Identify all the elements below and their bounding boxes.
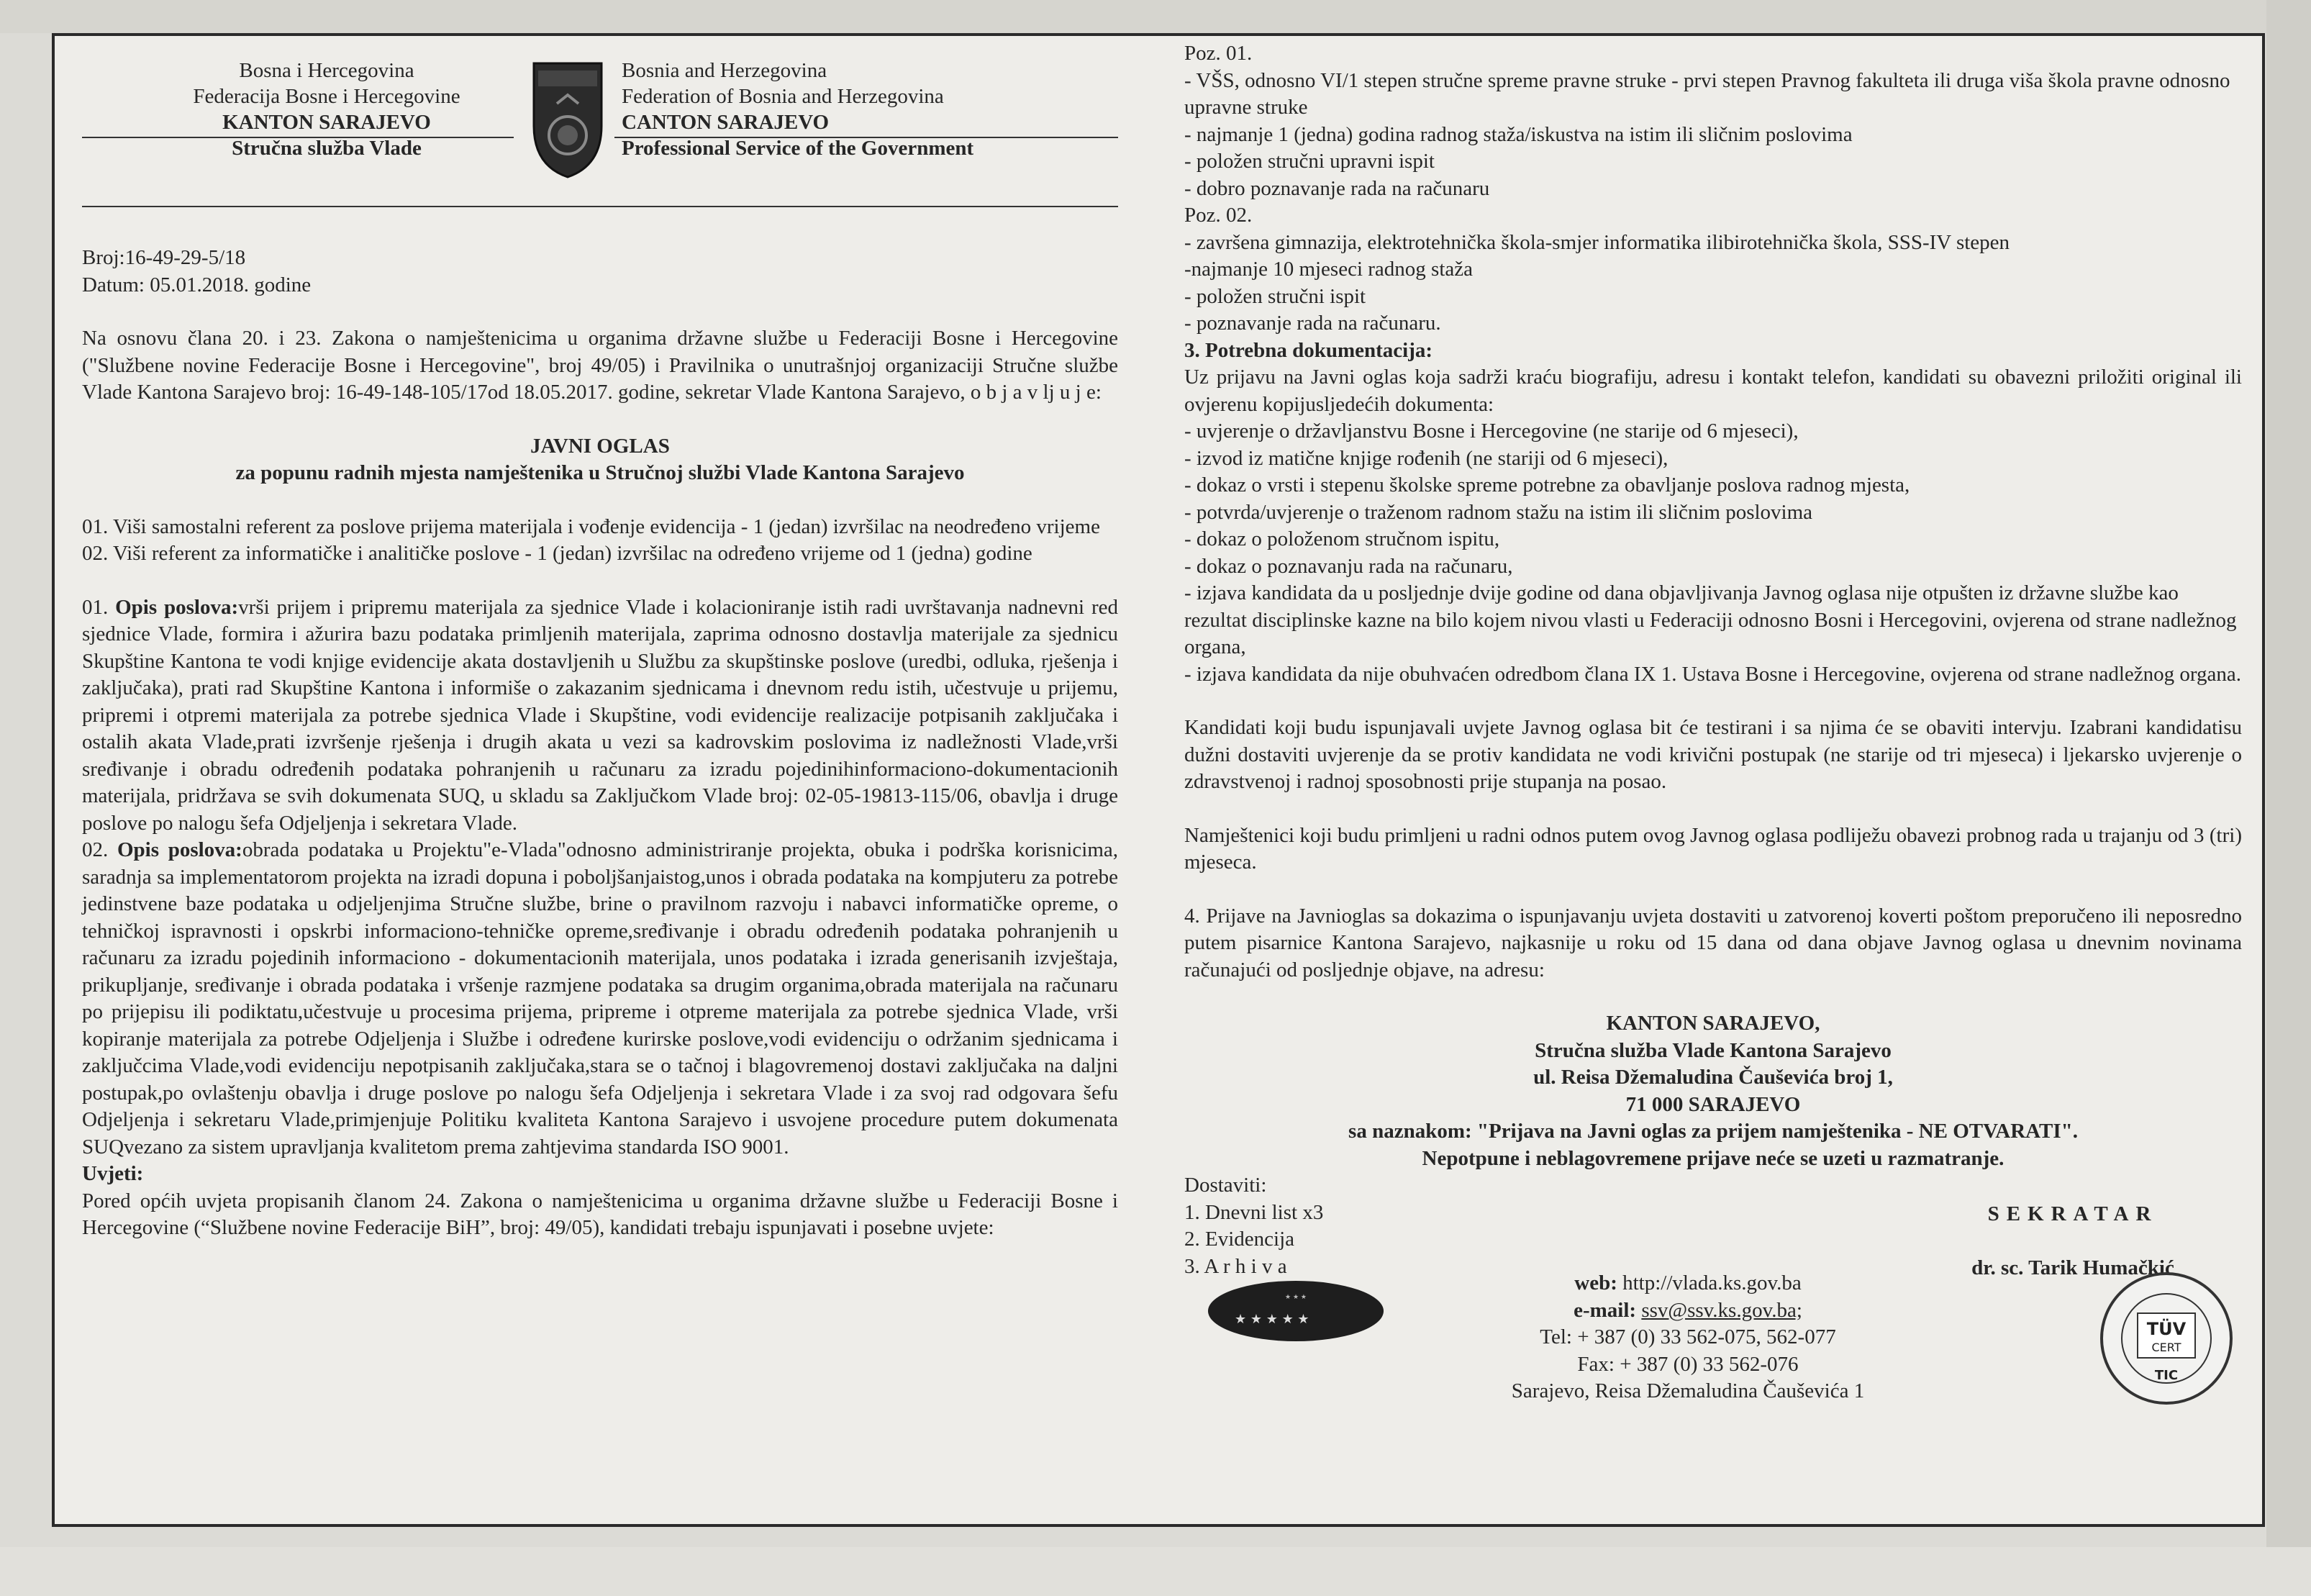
document-item: - potvrda/uvjerenje o traženom radnom stažu na istim ili sličnim poslovima <box>1184 500 1813 524</box>
requirement-line: - poznavanje rada na računaru. <box>1184 312 1441 335</box>
duties-label: Opis poslova: <box>115 595 239 619</box>
newsprint-bottom-strip <box>0 1547 2311 1596</box>
svg-text:★ ★ ★ ★ ★: ★ ★ ★ ★ ★ <box>1235 1312 1309 1327</box>
requirement-line: Poz. 01. <box>1184 42 1253 65</box>
letterhead-line: Stručna služba Vlade <box>232 137 422 160</box>
position-item: 02. Viši referent za informatičke i analitičke poslove - 1 (jedan) izvršilac na određeno vrijeme od 1 (jedna) godine <box>82 542 1032 565</box>
spacer <box>82 407 1118 433</box>
distribution-list <box>1184 1172 1688 1280</box>
documents-heading: 3. Potrebna dokumentacija: <box>1184 338 1433 362</box>
letterhead-line: CANTON SARAJEVO <box>622 111 830 134</box>
newsprint-top-strip <box>0 0 2311 33</box>
requirement-line: - VŠS, odnosno VI/1 stepen stručne spreme pravne struke - prvi stepen Pravnog fakulteta ili druga viša škola pravne odnosno upravne struke <box>1184 68 2230 119</box>
newsprint-right-strip <box>2266 0 2311 1596</box>
notice-title: JAVNI OGLAS <box>530 434 670 458</box>
email-line <box>1429 1297 1947 1325</box>
letterhead <box>82 58 1118 223</box>
ref-number: Broj:16-49-29-5/18 <box>82 246 246 269</box>
address-line: ul. Reisa Džemaludina Čauševića broj 1, <box>1533 1066 1893 1089</box>
address-footer: Sarajevo, Reisa Džemaludina Čauševića 1 <box>1511 1379 1865 1402</box>
conditions-heading: Uvjeti: <box>82 1162 144 1185</box>
quality-stars-badge-icon <box>1206 1279 1386 1343</box>
email-link[interactable]: ssv@ssv.ks.gov.ba; <box>1641 1298 1802 1322</box>
distribution-line: 3. A r h i v a <box>1184 1254 1287 1278</box>
document-item: - dokaz o položenom stručnom ispitu, <box>1184 527 1500 550</box>
document-item: - dokaz o poznavanju rada na računaru, <box>1184 554 1513 578</box>
distribution-line: 1. Dnevni list x3 <box>1184 1200 1324 1224</box>
contact-block <box>1184 1270 2242 1421</box>
signature-block <box>1184 1172 2242 1279</box>
requirement-line: - položen stručni upravni ispit <box>1184 150 1435 173</box>
requirement-line: - završena gimnazija, elektrotehnička škola-smjer informatika ilibirotehnička škola, SSS-IV stepen <box>1184 230 2010 254</box>
spacer <box>1184 876 2242 903</box>
divider <box>82 137 514 138</box>
conditions-paragraph: Pored općih uvjeta propisanih članom 24. Zakona o namještenicima u organima državne službe u Federaciji Bosne i Hercegovine (“Službene novine Federacije BiH”, broj: 49/05), kandidati trebaju ispunjavati i posebne uvjete: <box>82 1189 1118 1239</box>
requirement-line: -najmanje 10 mjeseci radnog staža <box>1184 258 1474 281</box>
address-note: sa naznakom: "Prijava na Javni oglas za prijem namještenika - NE OTVARATI". <box>1348 1120 2078 1143</box>
document-item: - uvjerenje o državljanstvu Bosne i Hercegovine (ne starije od 6 mjeseci), <box>1184 420 1799 443</box>
coat-of-arms-icon <box>528 58 607 180</box>
duties-paragraph <box>82 837 1118 1161</box>
testing-paragraph: Kandidati koji budu ispunjavali uvjete Javnog oglasa bit će testirani i sa njima će se obaviti intervju. Izabrani kandidatisu dužni dostaviti uvjerenje da se protiv kandidata ne vodi krivični postupak (ne starije od tri mjeseca) i ljekarsko uvjerenje o zdravstvenoj i radnoj sposobnosti prije stupanja na posao. <box>1184 716 2242 793</box>
intro-paragraph: Na osnovu člana 20. i 23. Zakona o namještenicima u organima državne službe u Federaciji Bosne i Hercegovine ("Službene novine Federacije Bosne i Hercegovine", broj 49/05) i Pravilnika o unutrašnjoj organizaciji Stručne službe Vlade Kantona Sarajevo broj: 16-49-148-105/17od 18.05.2017. godine, sekretar Vlade Kantona Sarajevo, o b j a v lj u j e: <box>82 327 1118 404</box>
email-label: e-mail: <box>1574 1298 1637 1322</box>
tuv-sub-label: CERT <box>2151 1341 2181 1354</box>
letterhead-line: Federacija Bosne i Hercegovine <box>193 85 460 108</box>
web-link[interactable]: http://vlada.ks.gov.ba <box>1622 1271 1802 1295</box>
address-line: 71 000 SARAJEVO <box>1625 1092 1801 1116</box>
spacer <box>82 487 1118 514</box>
public-notice-box <box>52 33 2265 1527</box>
duties-text: obrada podataka u Projektu"e-Vlada"odnosno administriranje projekta, obuka i podrška korisnicima, saradnja sa implementatorom projekta na izradi dopuna i poboljšanjaistog,unos i obrada podataka na kompjuteru za potrebe jedinstvene baze podataka u odjeljenjima Stručne službe, brine o pravilnom razvoju i nabavci informatičke opreme, o tehničkoj ispravnosti i opskrbi informaciono-tehničke opreme,sređivanje i obradu određenih podataka pohranjenih u računaru za izradu pojedinih informaciono - dokumentacionih materijala, unos podataka i izrada generisanih izvještaja, prikupljanje, sređivanje i obrada podataka i vršenje razmjene podataka sa drugim organima,obrada materijala na računaru po prijepisu ili podiktatu,učestvuje u procesima prijema, pripreme i otpreme materijala za potrebe sjednica Vlade, vrši kopiranje materijala za potrebe Odjeljenja i Službe i određene kurirske poslove,vodi evidenciju o održanim sjednicama i zaključcima Vlade,vodi evidenciju nepotpisanih zaključaka,stara se o tačnoj i blagovremenoj dostavi zaključaka na daljni postupak,po ovlaštenju obavlja i druge poslove po nalogu šefa Odjeljenja i sekretara Vlade i za svoj rad odgovara šefu Odjeljenja i sekretaru Vlade,primjenjuje Politiku kvaliteta Kantona Sarajevo i usvojene procedure putem dokumenata SUQvezano za sistem upravljanja kvalitetom prema zahtjevima standarda ISO 9001. <box>82 838 1119 1159</box>
requirement-line: - položen stručni ispit <box>1184 284 1366 308</box>
tic-label: TIC <box>2154 1368 2179 1383</box>
spacer <box>1184 984 2242 1010</box>
application-paragraph: 4. Prijave na Javnioglas sa dokazima o ispunjavanju uvjeta dostaviti u zatvorenoj koverti poštom preporučeno ili neposredno putem pisarnice Kantona Sarajevo, najkasnije u roku od 15 dana od dana objave Javnog oglasa u dnevnim novinama računajući od posljednje objave, na adresu: <box>1184 904 2242 981</box>
divider <box>82 206 1118 207</box>
documents-intro: Uz prijavu na Javni oglas koja sadrži kraću biografiju, adresu i kontakt telefon, kandidati su obavezni priložiti original ili ovjerenu kopijusljedećih dokumenta: <box>1184 366 2242 416</box>
web-label: web: <box>1574 1271 1617 1295</box>
distribution-line: 2. Evidencija <box>1184 1228 1295 1251</box>
spacer <box>1184 688 2242 715</box>
letterhead-english <box>622 58 1118 161</box>
letterhead-line: Bosna i Hercegovina <box>239 59 414 82</box>
letterhead-line: KANTON SARAJEVO <box>222 111 431 134</box>
requirement-line: Poz. 02. <box>1184 204 1253 227</box>
letterhead-line: Professional Service of the Government <box>622 137 974 160</box>
duties-text: vrši prijem i pripremu materijala za sjednice Vlade i kolacioniranje istih radi uvrštavanja nadnevni red sjednice Vlade, formira i ažurira bazu podataka primljenih materijala, zaprima odnosno dostavlja materijale za sjednicu Skupštine Kantona te vodi knjige evidencije akata dostavljenih u Službu za skupštinske poslove (uredbi, odluka, rješenja i zaključaka), prati rad Skupštine Kantona i informiše o zakazanim sjednicama i dnevnom redu istih, učestvuje u prijemu, pripremi i otpremi materijala za potrebe sjednica Vlade i Skupštine, vodi evidencije realizacije potpisanih zaključaka i ostalih akata Vlade,prati izvršenje rješenja i drugih akata u vezi sa kadrovskim poslovima iz nadležnosti Vlade,vrši sređivanje i obradu određenih podataka pohranjenih u računaru za izradu pojedinihinformaciono-dokumentacionih materijala, pridržava se svih dokumenata SUQ, u skladu sa Zaključkom Vlade broj: 02-05-19813-115/06, obavlja i druge poslove po nalogu šefa Odjeljenja i sekretara Vlade. <box>82 595 1118 835</box>
ref-date: Datum: 05.01.2018. godine <box>82 273 312 296</box>
letterhead-line: Federation of Bosnia and Herzegovina <box>622 85 944 108</box>
duties-number: 01. <box>82 595 109 619</box>
probation-paragraph: Namještenici koji budu primljeni u radni odnos putem ovog Javnog oglasa podliježu obavezi probnog rada u trajanju od 3 (tri) mjeseca. <box>1184 823 2242 874</box>
tuv-label: TÜV <box>2146 1319 2187 1339</box>
spacer <box>1184 796 2242 822</box>
right-body <box>1184 40 2242 1421</box>
signatory-role: SEKRATAR <box>1987 1202 2158 1225</box>
address-line: Stručna služba Vlade Kantona Sarajevo <box>1535 1038 1892 1062</box>
fax-line: Fax: + 387 (0) 33 562-076 <box>1577 1352 1799 1376</box>
letterhead-line: Bosnia and Herzegovina <box>622 59 827 82</box>
spacer <box>82 299 1118 325</box>
divider <box>614 137 1118 138</box>
letterhead-local <box>154 58 499 161</box>
duties-paragraph <box>82 594 1118 838</box>
document-item: - dokaz o vrsti i stepenu školske spreme potrebne za obavljanje poslova radnog mjesta, <box>1184 473 1910 497</box>
signatory-name: dr. sc. Tarik Humačkić <box>1971 1256 2174 1279</box>
mailing-address <box>1184 1010 2242 1172</box>
position-item: 01. Viši samostalni referent za poslove prijema materijala i vođenje evidencija - 1 (jedan) izvršilac na neodređeno vrijeme <box>82 514 1100 538</box>
notice-subtitle: za popunu radnih mjesta namještenika u Stručnoj službi Vlade Kantona Sarajevo <box>235 461 965 484</box>
spacer <box>82 568 1118 594</box>
web-line <box>1429 1270 1947 1297</box>
contact-lines <box>1429 1270 1947 1405</box>
svg-text:★ ★ ★: ★ ★ ★ <box>1285 1294 1307 1301</box>
left-body <box>82 245 1118 1242</box>
tuv-certification-icon <box>2098 1270 2235 1407</box>
address-line: KANTON SARAJEVO, <box>1606 1012 1820 1035</box>
requirement-line: - dobro poznavanje rada na računaru <box>1184 176 1490 200</box>
distribution-line: Dostaviti: <box>1184 1174 1267 1197</box>
duties-number: 02. <box>82 838 109 861</box>
document-item: - izjava kandidata da nije obuhvaćen odredbom člana IX 1. Ustava Bosne i Hercegovine, ovjerena od strane nadležnog organa. <box>1184 662 2242 686</box>
requirement-line: - najmanje 1 (jedna) godina radnog staža/iskustva na istim ili sličnim poslovima <box>1184 122 1853 146</box>
phone-line: Tel: + 387 (0) 33 562-075, 562-077 <box>1540 1325 1836 1348</box>
duties-label: Opis poslova: <box>117 838 242 861</box>
address-warning: Nepotpune i neblagovremene prijave neće se uzeti u razmatranje. <box>1422 1146 2004 1170</box>
document-item: - izjava kandidata da u posljednje dvije godine od dana objavljivanja Javnog oglasa nije otpušten iz državne službe kao rezultat disciplinske kazne na bilo kojem nivou vlasti u Federaciji odnosno Bosni i Hercegovini, ovjerena od strane nadležnog organa, <box>1184 581 2237 658</box>
document-item: - izvod iz matične knjige rođenih (ne stariji od 6 mjeseci), <box>1184 446 1668 470</box>
